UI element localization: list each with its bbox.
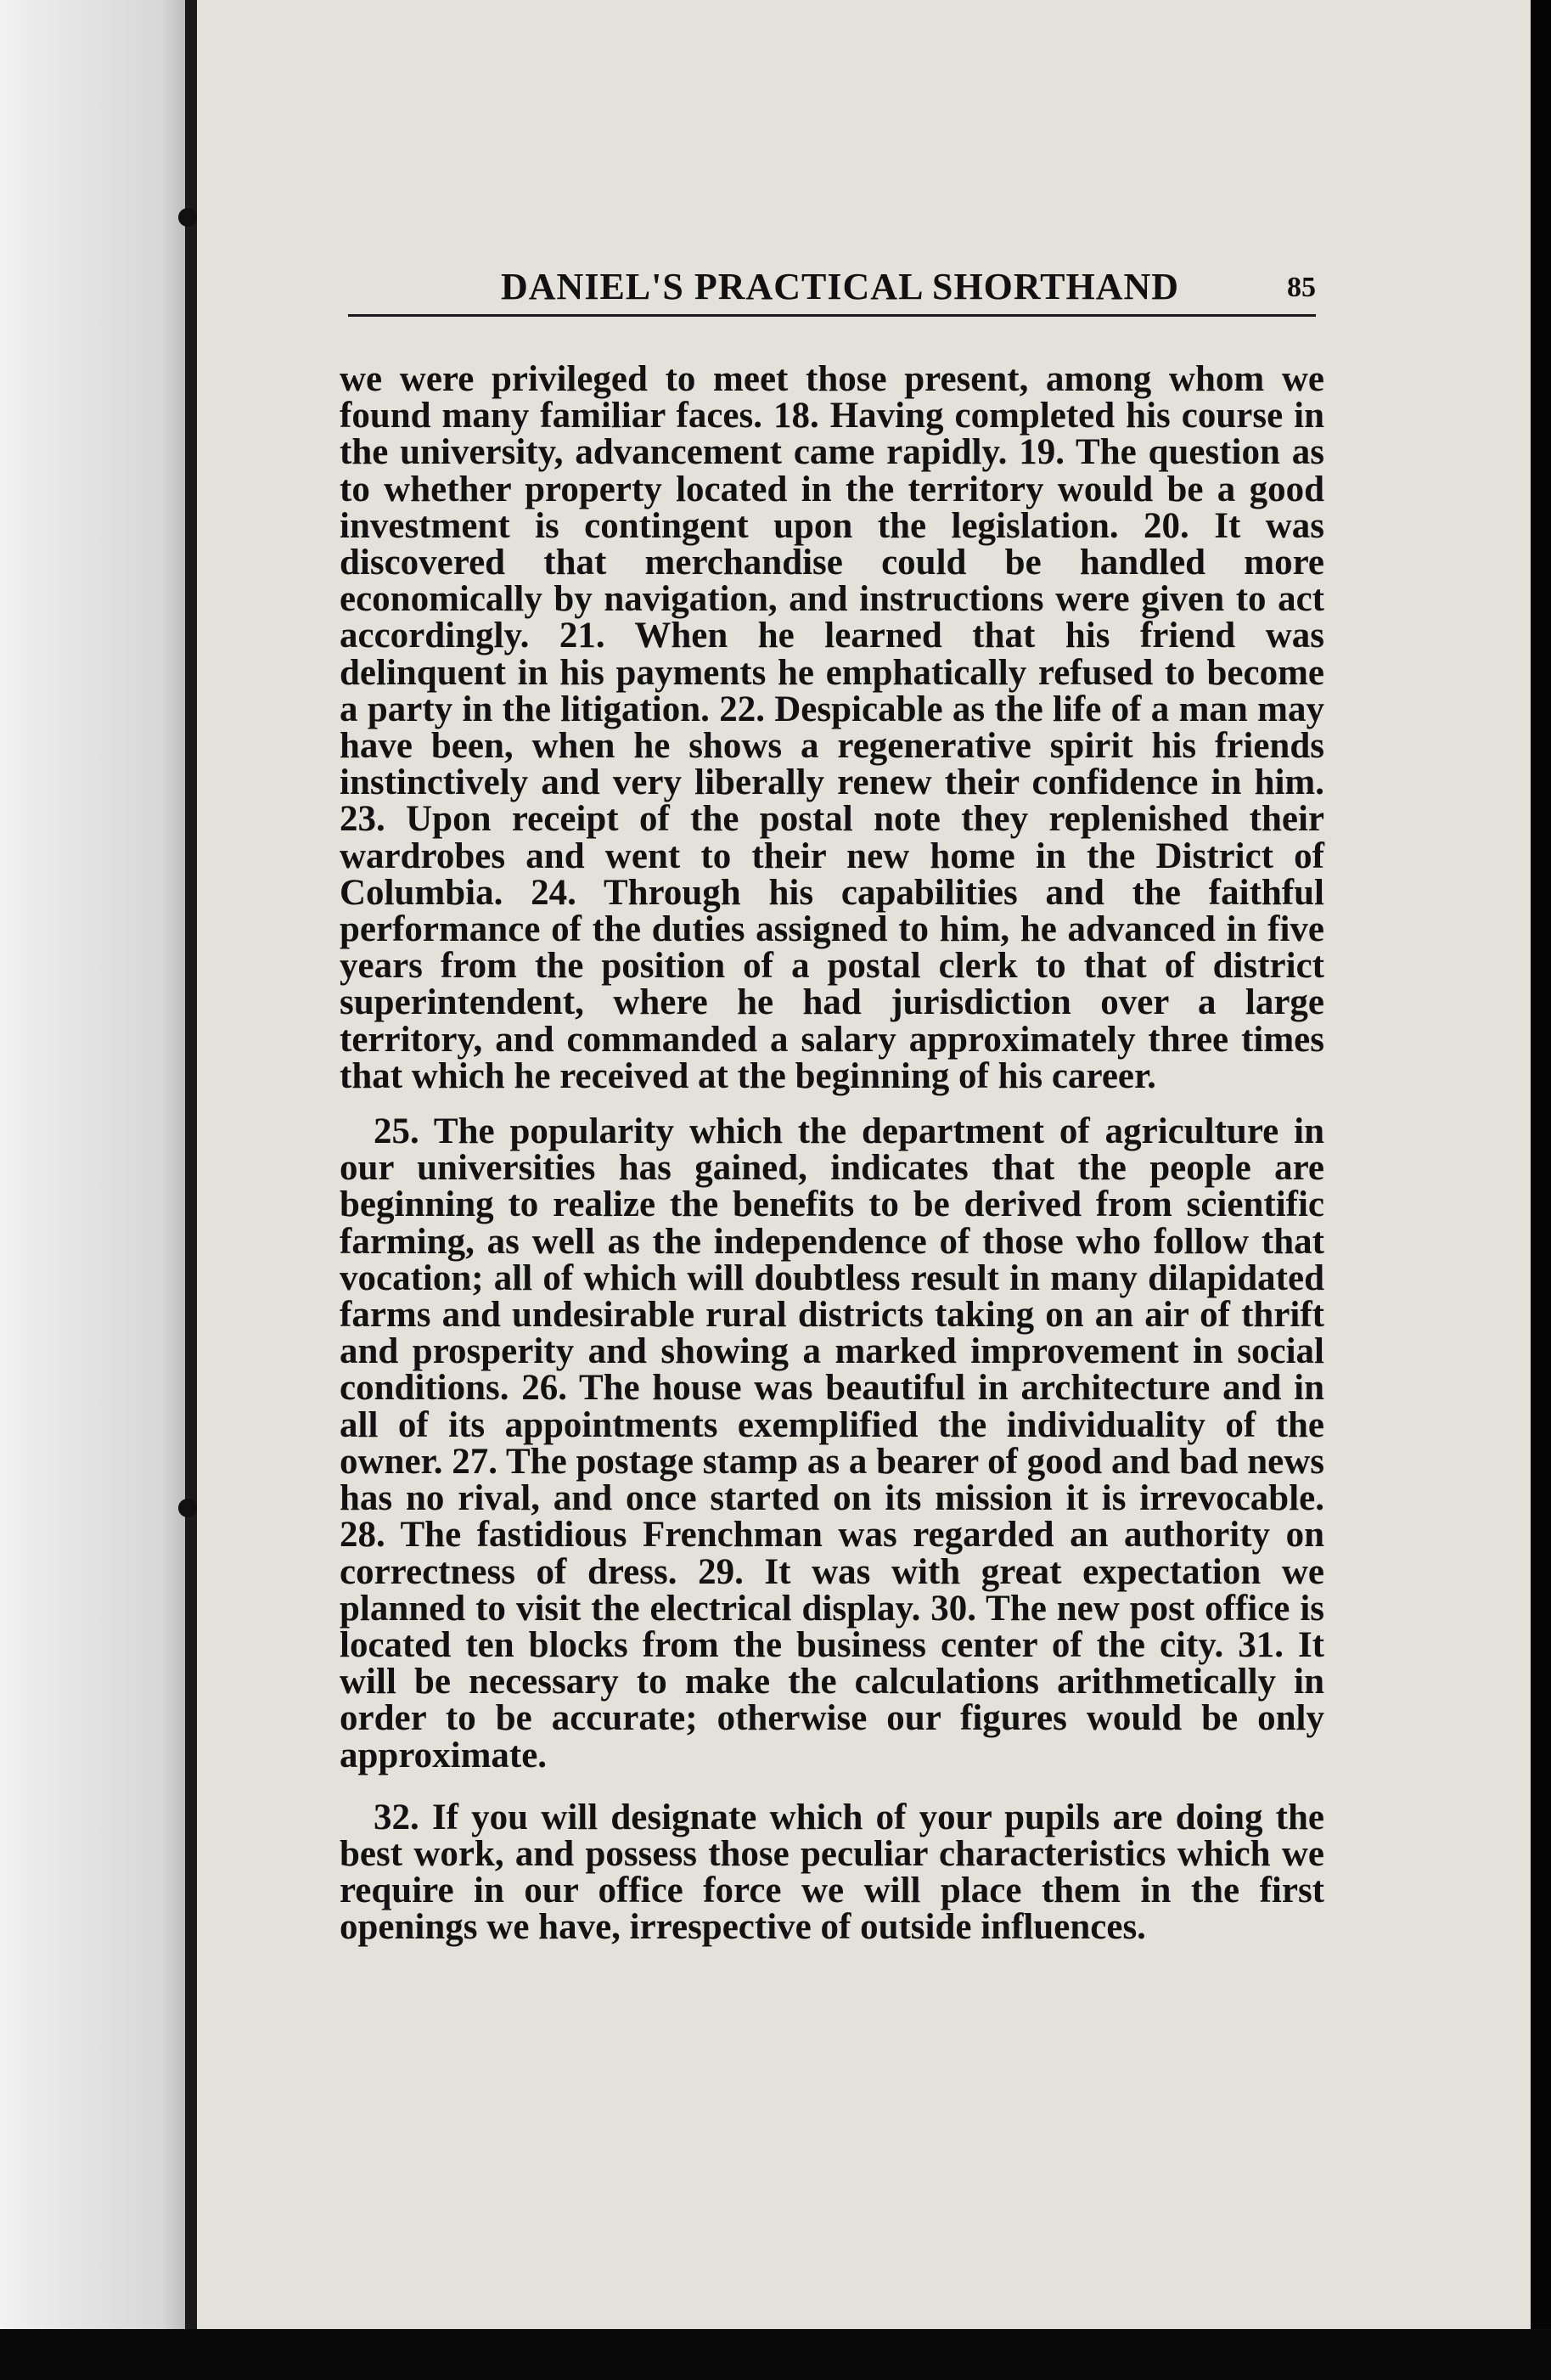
page-body-text — [340, 361, 1324, 1946]
scan-edge-right — [1531, 0, 1551, 2380]
paragraph-25: 25. The popularity which the department of agriculture in our universities has gained, indicates that the people are beginning to realize the benefits to be derived from scientific farming, as well as the independence of those who follow that vocation; all of which will doubtless result in many dilapidated farms and undesirable rural districts taking on an air of thrift and prosperity and showing a marked improvement in social conditions. 26. The house was beautiful in architecture and in all of its appointments exemplified the individuality of the owner. 27. The postage stamp as a bearer of good and bad news has no rival, and once started on its mission it is irrevocable. 28. The fastidious Frenchman was regarded an authority on correctness of dress. 29. It was with great expectation we planned to visit the electrical display. 30. The new post office is located ten blocks from the business center of the city. 31. It will be necessary to make the calculations arithmetically in order to be accurate; otherwise our figures would be only approximate. — [340, 1111, 1324, 1775]
page-number: 85 — [1287, 272, 1316, 303]
running-header — [348, 265, 1316, 316]
header-rule — [348, 314, 1316, 317]
scan-edge-bottom — [0, 2329, 1551, 2380]
running-header-title: DANIEL'S PRACTICAL SHORTHAND — [501, 266, 1180, 307]
binding-hole-middle — [178, 1499, 197, 1517]
facing-page-margin — [0, 0, 185, 2380]
paragraph-continuation: we were privileged to meet those present, among whom we found many familiar faces. 18. Having completed his course in the university, advancement came rapidly. 19. The question as to whether property located in the territory would be a good investment is contingent upon the legislation. 20. It was discovered that merchandise could be handled more economically by navigation, and instructions were given to act accordingly. 21. When he learned that his friend was delinquent in his payments he emphatically refused to become a party in the litigation. 22. Despicable as the life of a man may have been, when he shows a regenerative spirit his friends instinctively and very liberally renew their confidence in him. 23. Upon receipt of the postal note they replenished their wardrobes and went to their new home in the District of Columbia. 24. Through his capabilities and the faithful performance of the duties assigned to him, he advanced in five years from the position of a postal clerk to that of district superintendent, where he had jurisdiction over a large territory, and commanded a salary approximately three times that which he received at the beginning of his career. — [340, 359, 1324, 1096]
paragraph-32: 32. If you will designate which of your pupils are doing the best work, and possess those peculiar characteristics which we require in our office force we will place them in the first openings we have, irrespective of outside influences. — [340, 1797, 1324, 1948]
binding-hole-top — [178, 208, 197, 227]
